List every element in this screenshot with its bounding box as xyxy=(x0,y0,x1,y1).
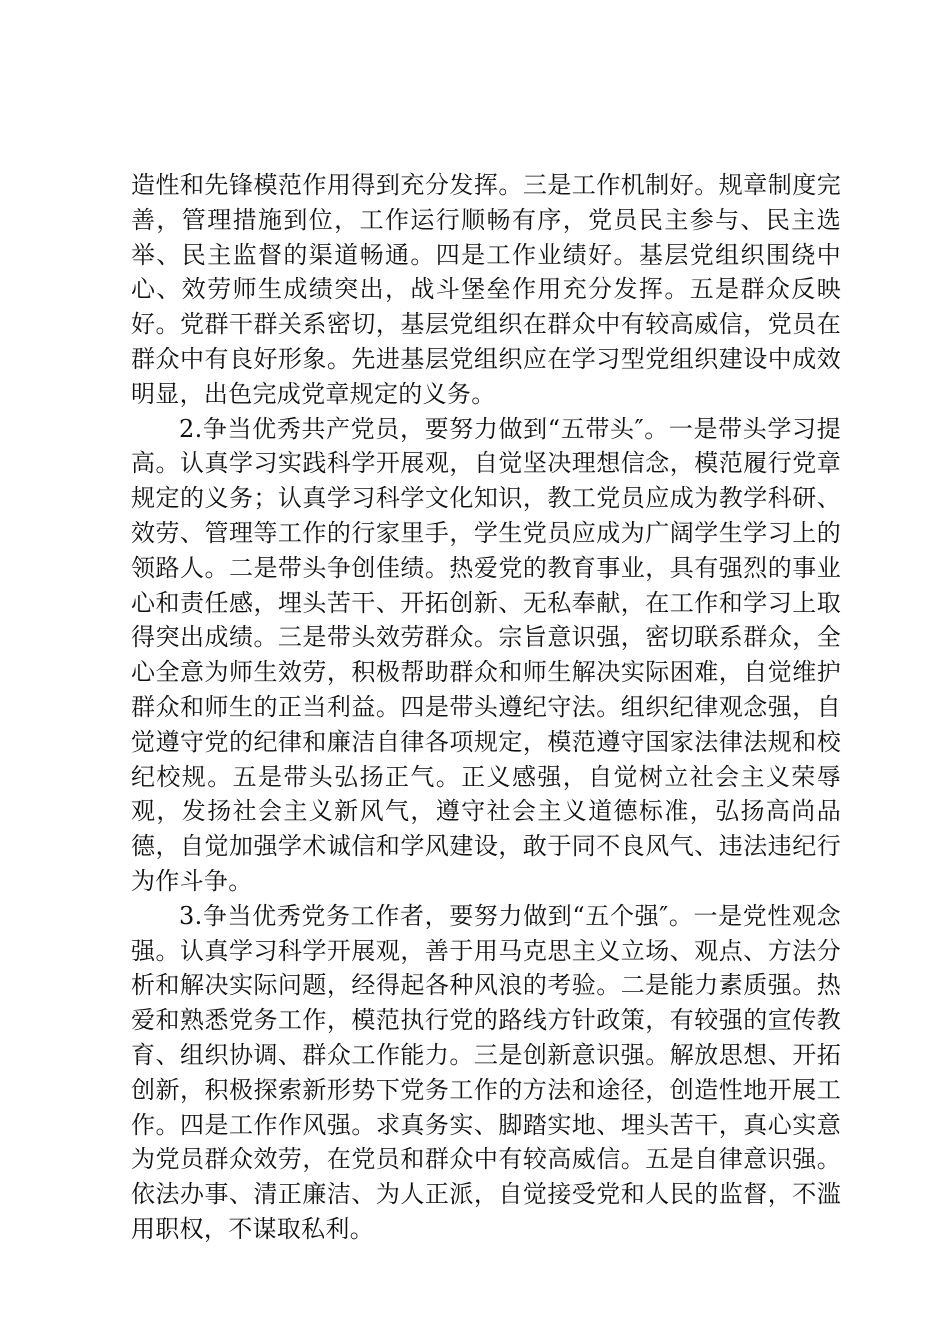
document-body xyxy=(131,168,841,1247)
paragraph-party-member: 2.争当优秀共产党员，要努力做到“五带头″。一是带头学习提高。认真学习实践科学开展观，自觉坚决理想信念，模范履行党章规定的义务；认真学习科学文化知识，教工党员应成为教学科研、效劳、管理等工作的行家里手，学生党员应成为广阔学生学习上的领路人。二是带头争创佳绩。热爱党的教育事业，具有强烈的事业心和责任感，埋头苦干、开拓创新、无私奉献，在工作和学习上取得突出成绩。三是带头效劳群众。宗旨意识强，密切联系群众，全心全意为师生效劳，积极帮助群众和师生解决实际困难，自觉维护群众和师生的正当利益。四是带头遵纪守法。组织纪律观念强，自觉遵守党的纪律和廉洁自律各项规定，模范遵守国家法律法规和校纪校规。五是带头弘扬正气。正义感强，自觉树立社会主义荣辱观，发扬社会主义新风气，遵守社会主义道德标准，弘扬高尚品德，自觉加强学术诚信和学风建设，敢于同不良风气、违法违纪行为作斗争。 xyxy=(131,414,841,895)
paragraph-party-worker: 3.争当优秀党务工作者，要努力做到“五个强″。一是党性观念强。认真学习科学开展观，善于用马克思主义立场、观点、方法分析和解决实际问题，经得起各种风浪的考验。二是能力素质强。热爱和熟悉党务工作，模范执行党的路线方针政策，有较强的宣传教育、组织协调、群众工作能力。三是创新意识强。解放思想、开拓创新，积极探索新形势下党务工作的方法和途径，创造性地开展工作。四是工作作风强。求真务实、脚踏实地、埋头苦干，真心实意为党员群众效劳，在党员和群众中有较高威信。五是自律意识强。依法办事、清正廉洁、为人正派，自觉接受党和人民的监督，不滥用职权，不谋取私利。 xyxy=(131,901,841,1243)
paragraph-continuation: 造性和先锋模范作用得到充分发挥。三是工作机制好。规章制度完善，管理措施到位，工作运行顺畅有序，党员民主参与、民主选举、民主监督的渠道畅通。四是工作业绩好。基层党组织围绕中心、效劳师生成绩突出，战斗堡垒作用充分发挥。五是群众反映好。党群干群关系密切，基层党组织在群众中有较高威信，党员在群众中有良好形象。先进基层党组织应在学习型党组织建设中成效明显，出色完成党章规定的义务。 xyxy=(131,171,841,408)
